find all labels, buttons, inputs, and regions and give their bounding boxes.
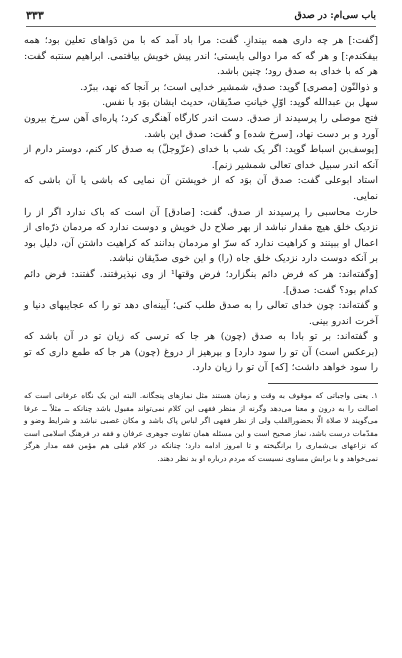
- footnotes: [24, 390, 378, 466]
- paragraph: و ذوالنّون [مصری] گوید: صدق، شمشیر خدایی است؛ بر آنجا که نهد، ببرّد.: [80, 81, 378, 93]
- footnote: ۱. یعنی واجباتی که موقوف به وقت و زمان هستند مثل نمازهای پنجگانه. البته این یک نگاه عرفانی است که اصالت را به درون و معنا می‌دهد وگرنه از منظر فقهی این کلام نمی‌تواند مقبول باشد چنانکه ــ مثلاً ــ عرفا می‌گویند لا صلاة الّا بحضورالقلب ولی از نظر فقهی اگر لباس پاک باشد و مکان غصبی نباشد و شرایط وضو و مقدّمات درست باشد، نماز صحیح است و این مسئله همان تفاوت جوهری عرفان و فقه در فرهنگ اسلامی است که نزاعهای بی‌شماری را برانگیخته و تا امروز ادامه دارد؛ چنانکه در کلام قبلی هم مؤمن فقه مدار هرگز نمی‌خواهد و با برابش مساوی نسیست که مردم درباره او بد نظر دهند.: [24, 391, 378, 464]
- footnote-divider: [268, 383, 378, 384]
- paragraph: [یوسف‌بن اسباط گوید: اگر یک شب با خدای (عزّوجلّ) به صدق کار کنم، دوستر دارم از آنکه اندر سبیل خدای تعالی شمشیر زنم].: [24, 144, 378, 171]
- main-text: [24, 33, 378, 376]
- paragraph: [وگفته‌اند: هر که فرض دائم بنگزارد؛ فرض وقتها¹ از وی نپذیرفتند. گفتند: فرض دائم کدام بود؟ گفت: صدق].: [24, 268, 378, 296]
- page-header: [26, 6, 376, 27]
- paragraph: و گفته‌اند: چون خدای تعالی را به صدق طلب کنی؛ آیینه‌ای دهد تو را که عجایبهای دنیا و آخرت اندرو بینی.: [24, 300, 378, 327]
- paragraph: [گفت:] هر چه داری همه بیندازِ. گفت: مرا باد آمد که با من دَواهای تعلین بود؛ همه بیفکندم:] و هر گه که مرا دوالی بایستی؛ اندر پیش خویش بیافتمی. ابراهیم سنتبه گفت: هر که با خدای به صدق رود؛ چنین باشد.: [24, 35, 378, 78]
- running-title: باب سی‌ام: در صدق: [294, 9, 376, 21]
- paragraph: فتح موصلی را پرسیدند از صدق. دست اندر کارگاه آهنگری کرد؛ پاره‌ای آهن سرخ بیرون آورد و بر دست نهاد، [سرخ شده] و گفت: صدق این باشد.: [24, 112, 378, 140]
- paragraph: استاد ابوعلی گفت: صدق آن بوَد که از خویشتن آن نمایی که باشی یا آن باشی که نمایی.: [24, 175, 378, 202]
- page-number: ۳۳۳: [26, 8, 44, 22]
- paragraph: حارث محاسبی را پرسیدند از صدق. گفت: [صادق] آن است که باک ندارد اگر از را نزدیک خلق هیچ مقدار نباشد از بهر صلاح دل خویش و دوست ندارد که مردمان ذرّه‌ای از اعمال او ببینند و کراهیت ندارد که سرّ او مردمان بدانند که کراهیت داشتن آن، دلیل بود بر آنکه دوست دارد نزدیک خلق جاه (را) و این خوی صدّیقان نباشد.: [24, 206, 378, 265]
- paragraph: و گفته‌اند: بر تو بادا به صدق (چون) هر جا که ترسی که زیان تو در آن باشد که (برعکس است) آن تو را سود دارد] و بپرهیز از دروغ (چون) هر جا که طمع داری که تو را سود خواهد داشت؛ [که] آن تو را زیان دارد.: [24, 331, 378, 374]
- paragraph: سهل بن عبدالله گوید: اوّلِ خیانتِ صدّیقان، حدیث ایشان بوَد با نفس.: [102, 97, 378, 109]
